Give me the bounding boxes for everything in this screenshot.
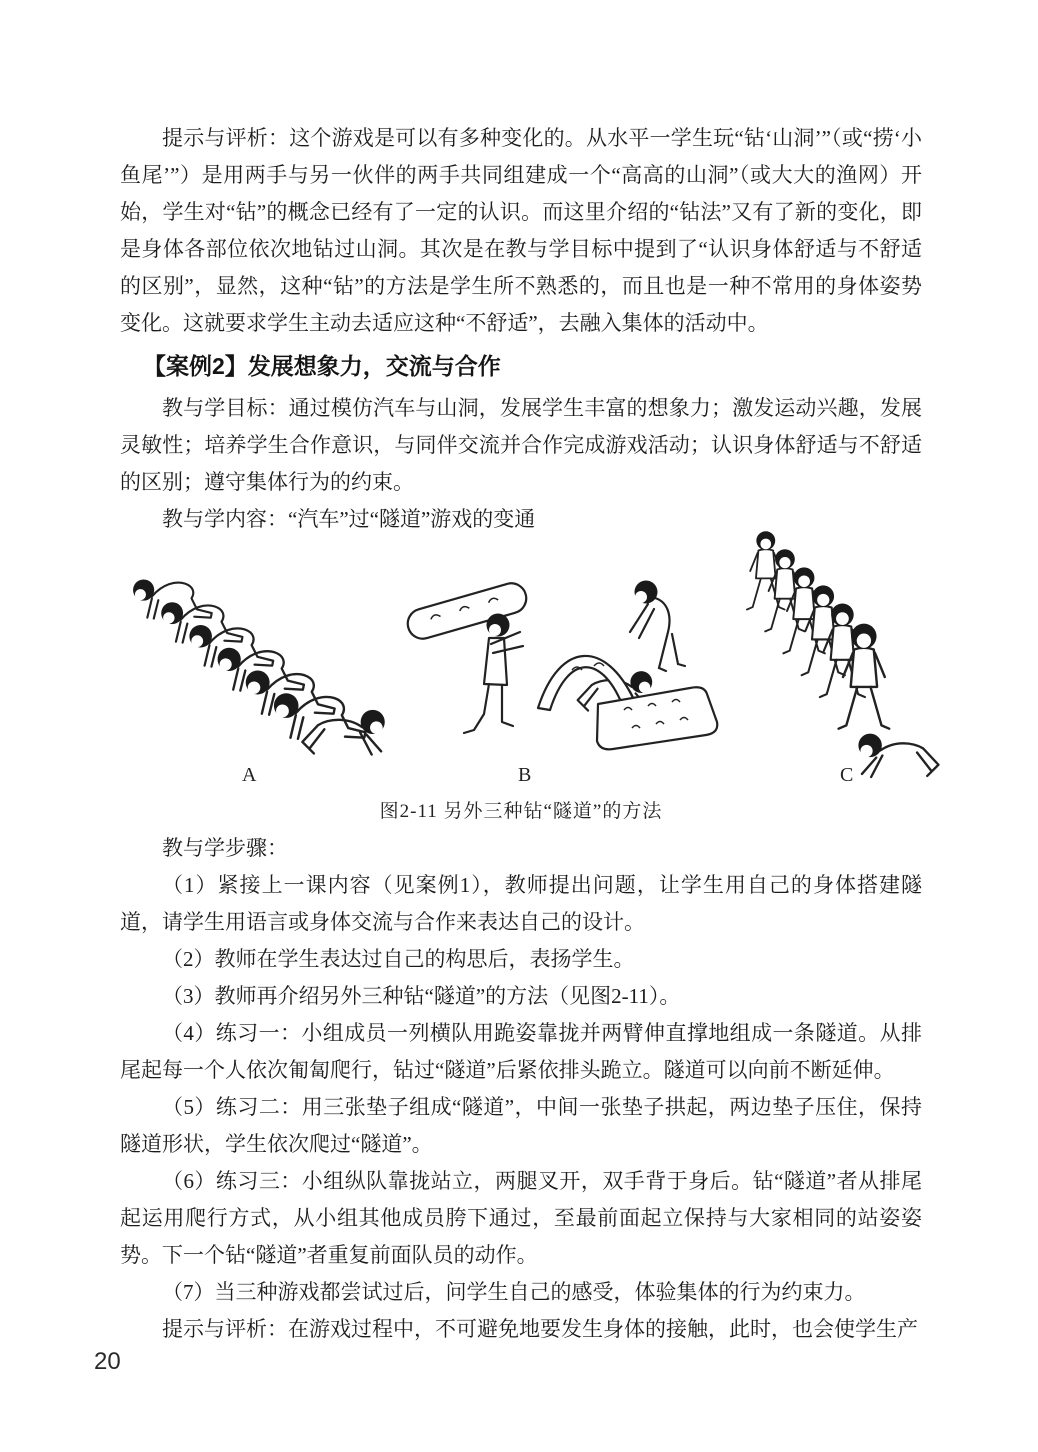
illustration-b-mat-tunnel [392,552,727,752]
kneeling-child [274,693,365,738]
steps-title: 教与学步骤： [162,836,288,860]
illustration-c-straddle-tunnel [716,530,974,798]
crawling-child [858,734,938,777]
tilted-mat [404,580,530,642]
step-4: （4）练习一：小组成员一列横队用跪姿靠拢并两臂伸直撑地组成一条隧道。从排尾起每一个人依次匍匐爬行，钻过“隧道”后紧依排头跪立。隧道可以向前不断延伸。 [120,1021,922,1082]
paragraph-goals: 教与学目标：通过模仿汽车与山洞，发展学生丰富的想象力；激发运动兴趣，发展灵敏性；培养学生合作意识，与同伴交流并合作完成游戏活动；认识身体舒适与不舒适的区别；遵守集体行为的约束。 [120,396,922,494]
child-holding-mat [464,614,523,734]
step-7: （7）当三种游戏都尝试过后，问学生自己的感受，体验集体的行为约束力。 [162,1280,866,1304]
figure-label-b: B [518,764,532,786]
paragraph-content-line: 教与学内容：“汽车”过“隧道”游戏的变通 [162,507,536,531]
text-column [120,120,922,1348]
case-heading: 【案例2】发展想象力，交流与合作 [143,353,501,379]
flat-mat [597,687,717,749]
figure-label-a: A [242,764,257,786]
child-bending [630,581,685,672]
figure-caption: 图2-11 另外三种钻“隧道”的方法 [379,801,663,822]
paragraph-intro: 提示与评析：这个游戏是可以有多种变化的。从水平一学生玩“钻‘山洞’”（或“捞‘小鱼尾’”）是用两手与另一伙伴的两手共同组建成一个“高高的山洞”（或大大的渔网）开始，学生对“钻”的概念已经有了一定的认识。而这里介绍的“钻法”又有了新的变化，即是身体各部位依次地钻过山洞。其次是在教与学目标中提到了“认识身体舒适与不舒适的区别”，显然，这种“钻”的方法是学生所不熟悉的，而且也是一种不常用的身体姿势变化。这就要求学生主动去适应这种“不舒适”，去融入集体的活动中。 [120,126,922,335]
step-1: （1）紧接上一课内容（见案例1），教师提出问题，让学生用自己的身体搭建隧道，请学生用语言或身体交流与合作来表达自己的设计。 [120,873,922,934]
paragraph-closing: 提示与评析：在游戏过程中，不可避免地要发生身体的接触，此时，也会使学生产 [162,1317,918,1341]
step-5: （5）练习二：用三张垫子组成“隧道”，中间一张垫子拱起，两边垫子压住，保持隧道形状，学生依次爬过“隧道”。 [120,1095,922,1156]
figure-2-11 [120,538,922,830]
step-3: （3）教师再介绍另外三种钻“隧道”的方法（见图2-11）。 [162,984,681,1008]
page-number: 20 [94,1348,121,1375]
figure-label-c: C [840,764,854,786]
step-2: （2）教师在学生表达过自己的构思后，表扬学生。 [162,947,635,971]
step-6: （6）练习三：小组纵队靠拢站立，两腿叉开，双手背于身后。钻“隧道”者从排尾起运用爬行方式，从小组其他成员胯下通过，至最前面起立保持与大家相同的站姿姿势。下一个钻“隧道”者重复前面队员的动作。 [120,1169,922,1267]
